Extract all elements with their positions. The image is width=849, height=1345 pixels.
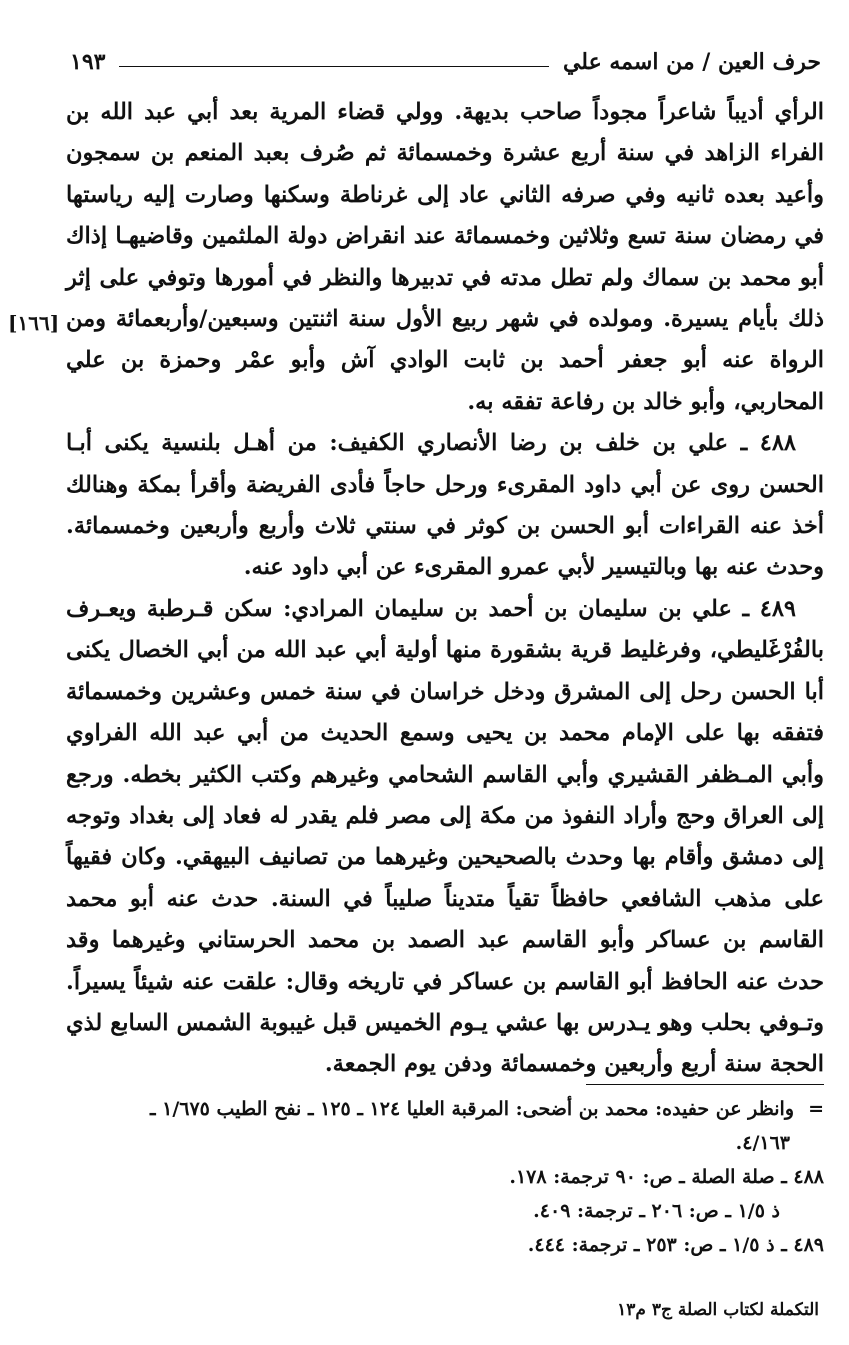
footnote-489: ٤٨٩ ـ ذ ١/٥ ـ ص: ٢٥٣ ـ ترجمة: ٤٤٤. <box>527 1234 824 1256</box>
footnote-488: ٤٨٨ ـ صلة الصلة ـ ص: ٩٠ ترجمة: ١٧٨. <box>509 1166 824 1188</box>
main-text <box>66 92 824 1086</box>
page-signature: التكملة لكتاب الصلة ج٣ م١٣ <box>617 1300 819 1320</box>
entry-488: ٤٨٨ ـ علي بن خلف بن رضا الأنصاري الكفيف: من أهـل بلنسية يكنى أبـا الحسن روى عن أبي داود المقرىء ورحل حاجاً فأدى الفريضة وأقرأ بمكة وهنالك أخذ عنه القراءات أبو الحسن بن كوثر في سنتي ثلاث وأربع وأربعين وخمسمائة. وحدث عنه بها وبالتيسير لأبي عمرو المقرىء عن أبي داود عنه. <box>66 430 824 581</box>
paragraph-continuation: الرأي أديباً شاعراً مجوداً صاحب بديهة. وولي قضاء المرية بعد أبي عبد الله بن الفراء الزاهد في سنة أربع عشرة وخمسمائة ثم صُرف بعبد المنعم بن سمجون وأعيد بعده ثانيه وفي صرفه الثاني عاد إلى غرناطة وسكنها وصارت إليه رياستها في رمضان سنة تسع وثلاثين وخمسمائة عند انقراض دولة الملثمين وقاضيهـا إذاك أبو محمد بن سماك ولم تطل مدته في تدبيرها والنظر في أمورها وتوفي على إثر ذلك بأيام يسيرة. ومولده في شهر ربيع الأول سنة اثنتين وسبعين/وأربعمائة ومن الرواة عنه أبو جعفر أحمد بن ثابت الوادي آش وأبو عمْر وحمزة بن علي المحاربي، وأبو خالد بن رفاعة تفقه به. <box>66 99 824 415</box>
footnote-continuation <box>66 1092 824 1126</box>
footnote-continuation-line-2: ٤/١٦٣. <box>735 1132 790 1154</box>
page-header <box>70 40 821 84</box>
running-title: حرف العين / من اسمه علي <box>562 49 821 75</box>
margin-page-reference: [١٦٦] <box>8 311 60 335</box>
footnotes <box>66 1092 824 1262</box>
footnote-488-line-2: ذ ١/٥ ـ ص: ٢٠٦ ـ ترجمة: ٤٠٩. <box>533 1200 780 1222</box>
footnote-separator <box>586 1084 824 1085</box>
continuation-marker: = <box>808 1098 824 1120</box>
footnote-continuation-line-1: وانظر عن حفيده: محمد بن أضحى: المرقبة العليا ١٢٤ ـ ١٢٥ ـ نفح الطيب ١/٦٧٥ ـ <box>149 1098 794 1120</box>
entry-489: ٤٨٩ ـ علي بن سليمان بن أحمد بن سليمان المرادي: سكن قـرطبة ويعـرف بالفُرْغَليطي، وفرغليط قرية بشقورة منها أولية أبي عبد الله من أبي الخصال يكنى أبا الحسن رحل إلى المشرق ودخل خراسان في سنة خمس وعشرين وخمسمائة فتفقه بها على الإمام محمد بن يحيى وسمع الحديث من أبي عبد الله الفراوي وأبي المـظفر القشيري وأبي القاسم الشحامي وغيرهم وكتب الكثير بخطه. ورجع إلى العراق وحج وأراد النفوذ من مكة إلى مصر فلم يقدر له فعاد إلى بغداد وتوجه إلى دمشق وأقام بها وحدث بالصحيحين وغيرهما من تصانيف البيهقي. وكان فقيهاً على مذهب الشافعي حافظاً تقياً متديناً صليباً في السنة. حدث عنه أبو محمد القاسم بن عساكر وأبو القاسم عبد الصمد بن محمد الحرستاني وغيرهما وقد حدث عنه الحافظ أبو القاسم بن عساكر في تاريخه وقال: علقت عنه شيئاً يسيراً. وتـوفي بحلب وهو يـدرس بها عشي يـوم الخميس قبل غيبوبة الشمس السابع لذي الحجة سنة أربع وأربعين وخمسمائة ودفن يوم الجمعة. <box>66 595 824 1078</box>
header-rule <box>119 66 549 67</box>
page-number: ١٩٣ <box>70 49 106 75</box>
